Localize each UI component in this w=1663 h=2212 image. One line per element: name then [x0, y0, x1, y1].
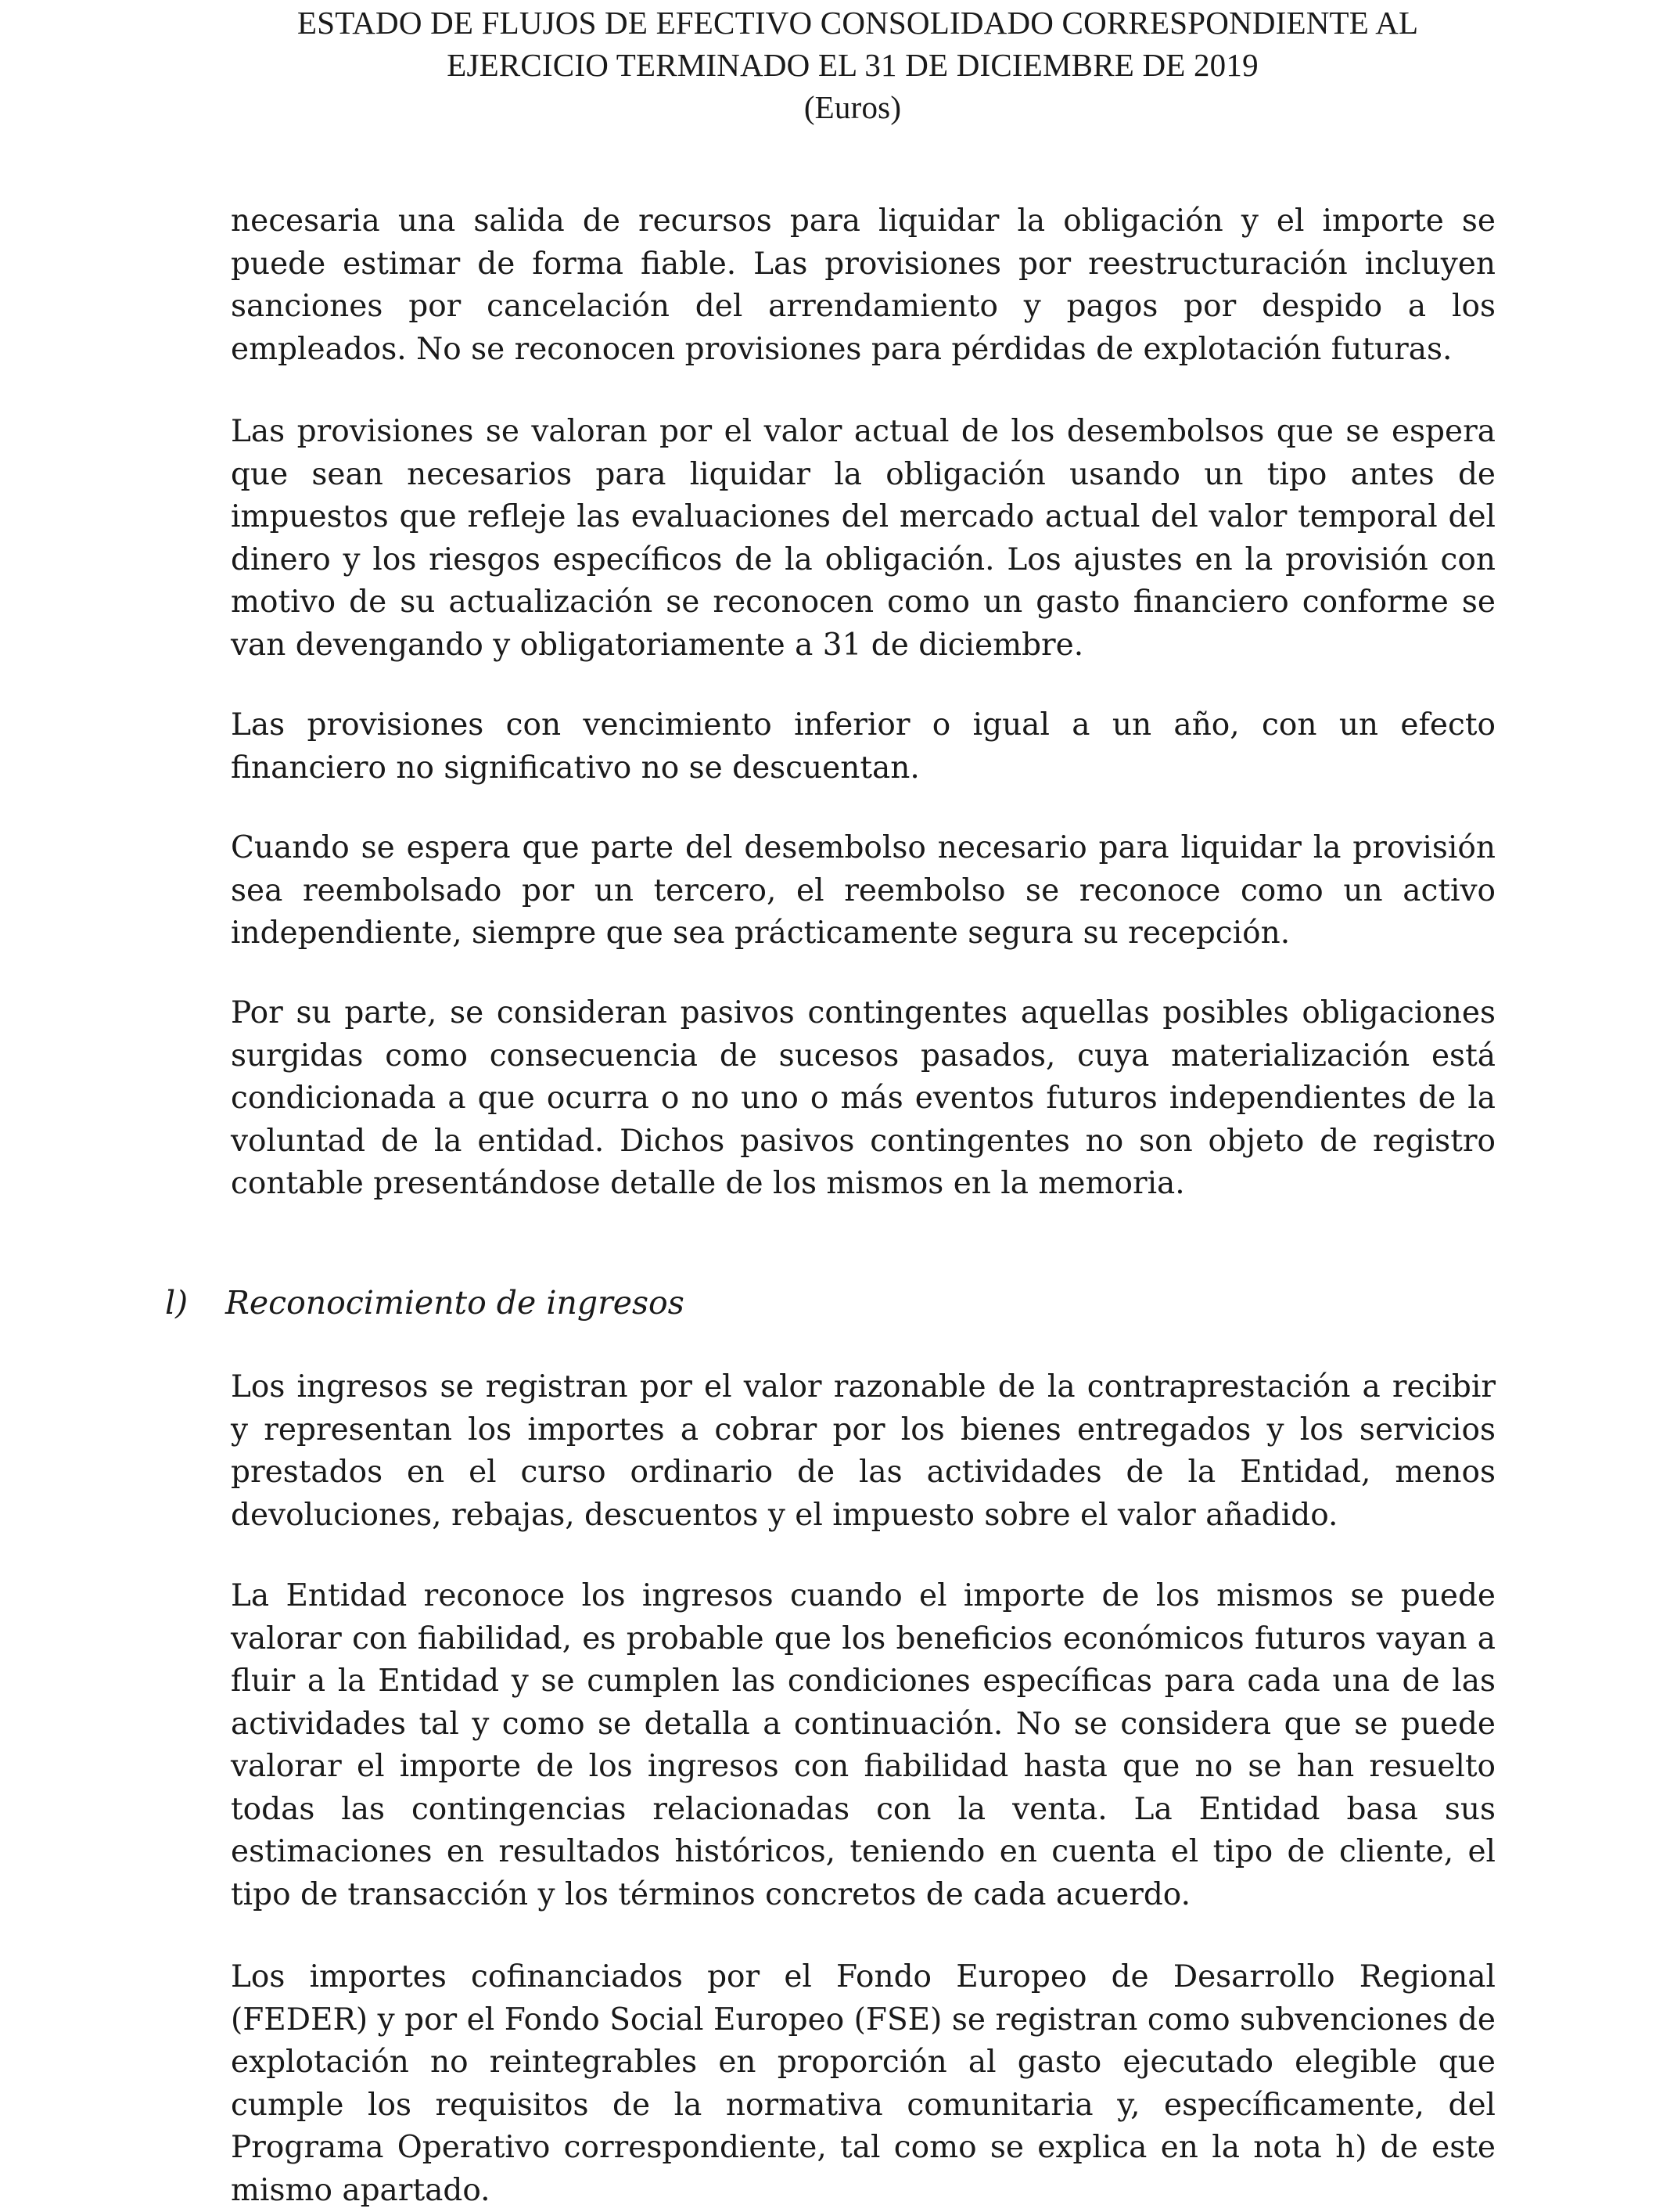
- header-title-line-1: ESTADO DE FLUJOS DE EFECTIVO CONSOLIDADO CORRESPONDIENTE AL: [297, 5, 1419, 41]
- paragraph-provisions-reimbursement: Cuando se espera que parte del desembolso necesario para liquidar la provisión sea reembolsado por un tercero, el reembolso se reconoce como un activo independiente, siempre que sea prácticamente segura su recepción.: [231, 830, 1496, 951]
- paragraph-provisions-valuation: Las provisiones se valoran por el valor actual de los desembolsos que se espera que sean necesarios para liquidar la obligación usando un tipo antes de impuestos que refleje las evaluaciones del mercado actual del valor temporal del dinero y los riesgos específicos de la obligación. Los ajustes en la provisión con motivo de su actualización se reconocen como un gasto financiero conforme se van devengando y obligatoriamente a 31 de diciembre.: [231, 414, 1496, 663]
- page-header: [297, 2, 1419, 128]
- paragraph-provisions-intro: necesaria una salida de recursos para liquidar la obligación y el importe se puede estimar de forma fiable. Las provisiones por reestructuración incluyen sanciones por cancelación del arrendamiento y pagos por despido a los empleados. No se reconocen provisiones para pérdidas de explotación futuras.: [231, 203, 1496, 367]
- section-heading: [165, 1282, 684, 1324]
- paragraph-feder-fse: Los importes cofinanciados por el Fondo Europeo de Desarrollo Regional (FEDER) y por el Fondo Social Europeo (FSE) se registran como subvenciones de explotación no reintegrables en proporción al gasto ejecutado elegible que cumple los requisitos de la normativa comunitaria y, específicamente, del Programa Operativo correspondiente, tal como se explica en la nota h) de este mismo apartado.: [231, 1959, 1496, 2208]
- header-title-line-2: EJERCICIO TERMINADO EL 31 DE DICIEMBRE DE 2019: [447, 47, 1259, 83]
- header-currency: (Euros): [803, 89, 902, 125]
- section-letter: l): [165, 1284, 189, 1322]
- paragraph-provisions-short-term: Las provisiones con vencimiento inferior o igual a un año, con un efecto financiero no significativo no se descuentan.: [231, 707, 1496, 786]
- section-title: Reconocimiento de ingresos: [225, 1284, 684, 1322]
- paragraph-contingent-liabilities: Por su parte, se consideran pasivos contingentes aquellas posibles obligaciones surgidas como consecuencia de sucesos pasados, cuya materialización está condicionada a que ocurra o no uno o más eventos futuros independientes de la voluntad de la entidad. Dichos pasivos contingentes no son objeto de registro contable presentándose detalle de los mismos en la memoria.: [231, 995, 1496, 1201]
- paragraph-revenue-recognition: La Entidad reconoce los ingresos cuando el importe de los mismos se puede valorar con fiabilidad, es probable que los beneficios económicos futuros vayan a fluir a la Entidad y se cumplen las condiciones específicas para cada una de las actividades tal y como se detalla a continuación. No se considera que se puede valorar el importe de los ingresos con fiabilidad hasta que no se han resuelto todas las contingencias relacionadas con la venta. La Entidad basa sus estimaciones en resultados históricos, teniendo en cuenta el tipo de cliente, el tipo de transacción y los términos concretos de cada acuerdo.: [231, 1578, 1496, 1912]
- paragraph-revenue-definition: Los ingresos se registran por el valor razonable de la contraprestación a recibir y representan los importes a cobrar por los bienes entregados y los servicios prestados en el curso ordinario de las actividades de la Entidad, menos devoluciones, rebajas, descuentos y el impuesto sobre el valor añadido.: [231, 1369, 1496, 1533]
